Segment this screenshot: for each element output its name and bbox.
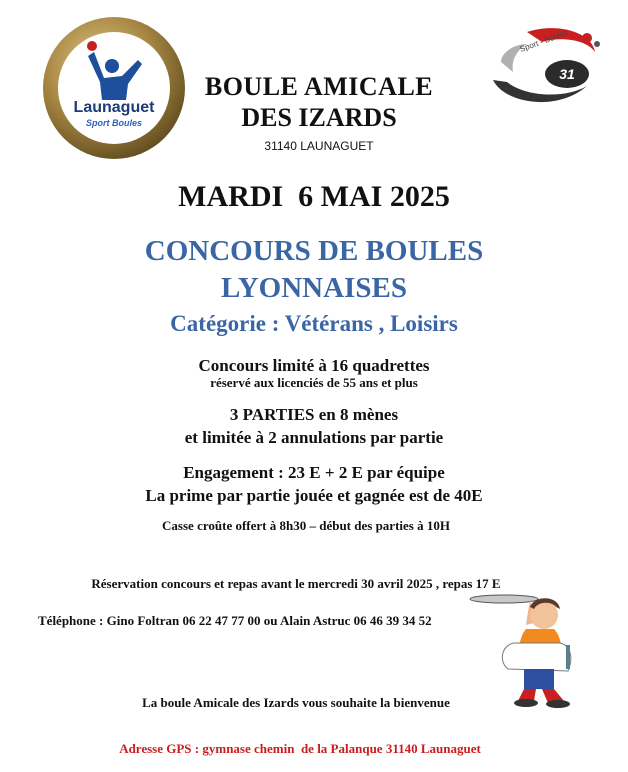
svg-text:Sport - Boules: Sport - Boules [518,28,570,54]
event-title-line1: CONCOURS DE BOULES [144,235,484,267]
gps-address: Adresse GPS : gymnase chemin de la Palanque 31140 Launaguet [119,741,481,756]
team-limit: Concours limité à 16 quadrettes [198,356,430,375]
snack-schedule: Casse croûte offert à 8h30 – début des parties à 10H [162,518,450,533]
eligibility: réservé aux licenciés de 55 ans et plus [210,375,418,390]
club-address: 31140 LAUNAGUET [264,139,374,153]
club-name-line1: BOULE AMICALE [204,72,434,101]
cancellations-info: et limitée à 2 annulations par partie [184,428,444,447]
svg-text:31: 31 [559,66,575,82]
svg-text:Launaguet: Launaguet [73,99,155,116]
phone-contacts: Téléphone : Gino Foltran 06 22 47 77 00 ou Alain Astruc 06 46 39 34 52 [38,613,432,628]
welcome-message: La boule Amicale des Izards vous souhaite la bienvenue [142,695,450,710]
parties-info: 3 PARTIES en 8 mènes [229,405,399,424]
entry-fee: Engagement : 23 E + 2 E par équipe [183,463,445,482]
prize-info: La prime par partie jouée et gagnée est de 40E [145,486,483,505]
launaguet-logo [42,16,186,160]
event-title-line2: LYONNAISES [221,272,407,304]
event-date: MARDI 6 MAI 2025 [178,180,450,213]
event-category: Catégorie : Vétérans , Loisirs [170,311,458,336]
sport-boules-31-logo [487,22,605,112]
reservation-info: Réservation concours et repas avant le mercredi 30 avril 2025 , repas 17 E [91,576,501,591]
svg-text:Sport Boules: Sport Boules [85,118,143,128]
club-name-line2: DES IZARDS [241,103,397,132]
waiter-illustration [468,585,588,710]
